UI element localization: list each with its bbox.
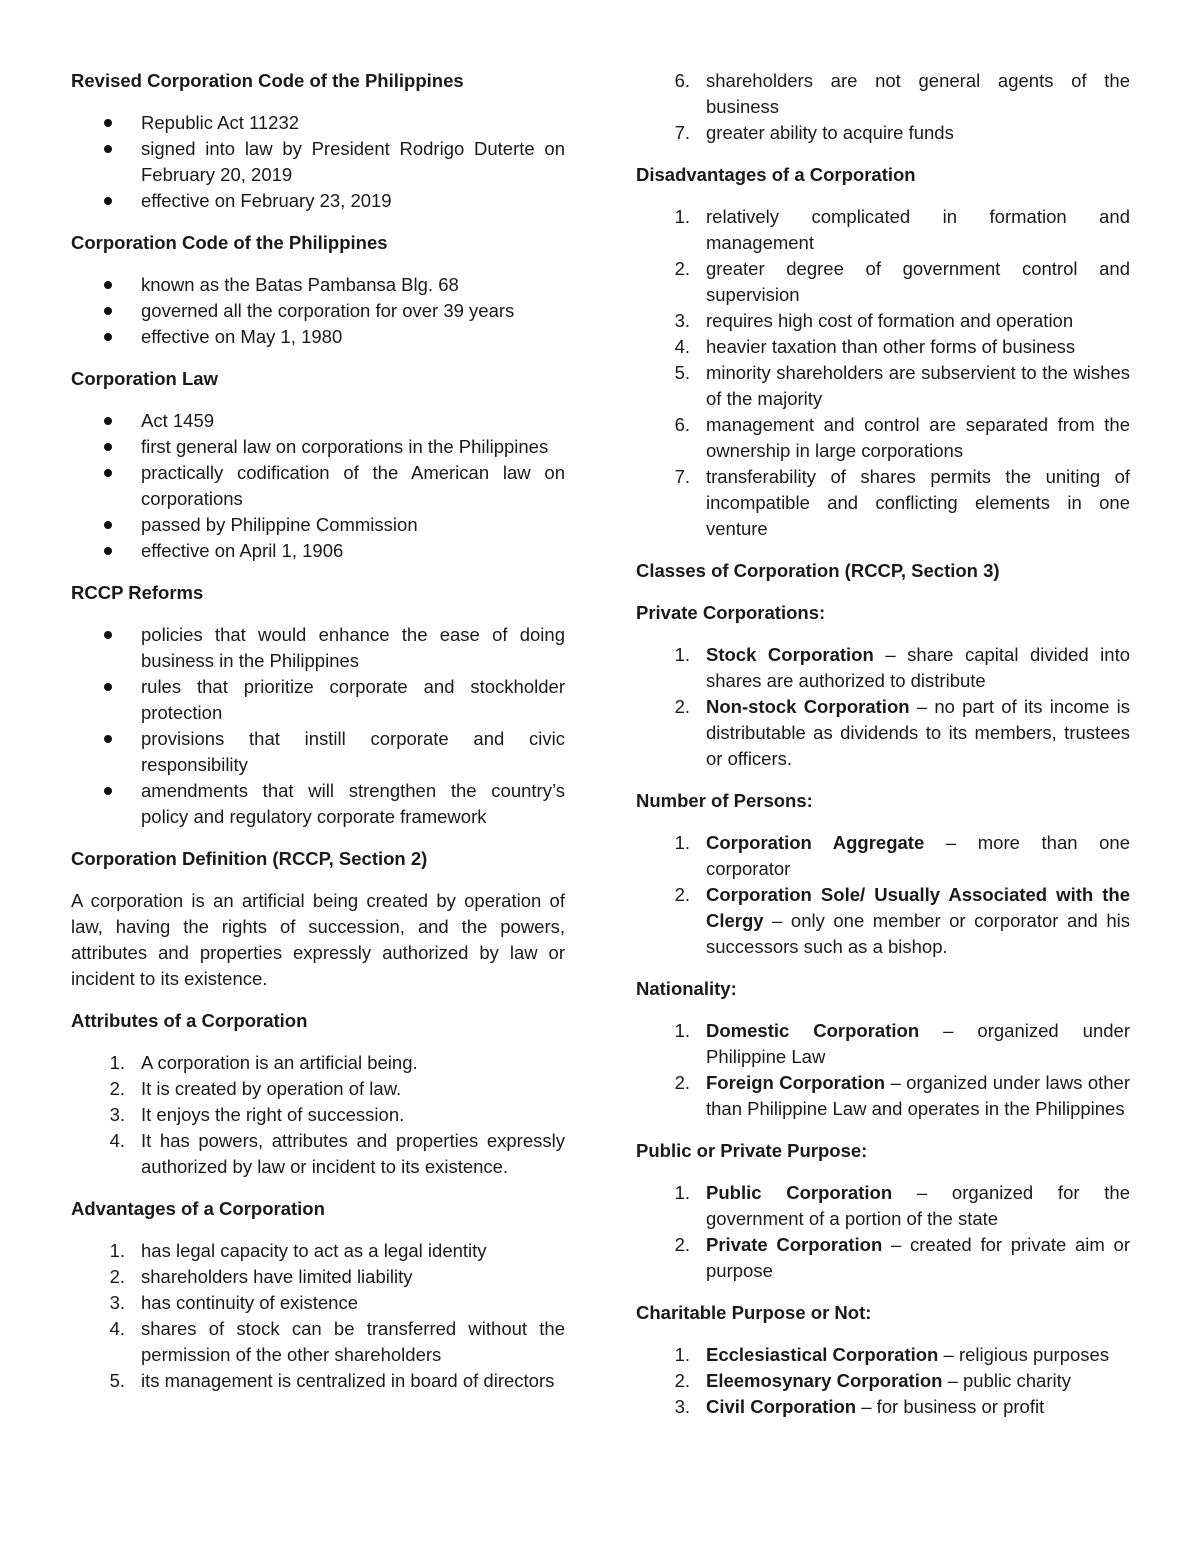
- list-item: effective on May 1, 1980: [71, 324, 565, 350]
- list-item: signed into law by President Rodrigo Duterte on February 20, 2019: [71, 136, 565, 188]
- list-item: [636, 1180, 1130, 1232]
- section-heading: Attributes of a Corporation: [71, 1010, 308, 1031]
- item-text: management and control are separated from the ownership in large corporations: [706, 414, 1130, 461]
- list-item: rules that prioritize corporate and stockholder protection: [71, 674, 565, 726]
- list-item: [636, 1342, 1130, 1368]
- section-heading: Public or Private Purpose:: [636, 1140, 868, 1161]
- list-item: [636, 256, 1130, 308]
- item-number: 2 .: [105, 1076, 125, 1102]
- numbered-list: [636, 1018, 1130, 1122]
- item-number: 1 .: [670, 642, 690, 668]
- item-number: 4 .: [105, 1128, 125, 1154]
- list-item: [71, 1050, 565, 1076]
- item-number: 4 .: [105, 1316, 125, 1342]
- bullet-list: [71, 272, 565, 350]
- item-text: It enjoys the right of succession.: [141, 1104, 405, 1125]
- item-text: – more than one corporator: [706, 832, 1130, 879]
- list-item: governed all the corporation for over 39 years: [71, 298, 565, 324]
- item-number: 1 .: [105, 1238, 125, 1264]
- list-item: [71, 1076, 565, 1102]
- list-item: [636, 1368, 1130, 1394]
- list-item: practically codification of the American law on corporations: [71, 460, 565, 512]
- item-text: shareholders are not general agents of the business: [706, 70, 1130, 117]
- list-item: [636, 204, 1130, 256]
- item-number: 2 .: [670, 1070, 690, 1096]
- item-number: 2 .: [670, 1232, 690, 1258]
- bullet-list: [71, 110, 565, 214]
- numbered-list: [71, 1050, 565, 1180]
- list-item: [636, 830, 1130, 882]
- term: Non-stock Corporation: [706, 696, 910, 717]
- item-number: 2 .: [670, 1368, 690, 1394]
- section-heading: Nationality:: [636, 978, 737, 999]
- section-heading: Charitable Purpose or Not:: [636, 1302, 872, 1323]
- item-number: 2 .: [670, 694, 690, 720]
- list-item: [71, 1128, 565, 1180]
- numbered-list: [636, 204, 1130, 542]
- item-text: It is created by operation of law.: [141, 1078, 402, 1099]
- list-item: amendments that will strengthen the country’s policy and regulatory corporate framework: [71, 778, 565, 830]
- numbered-list: [636, 68, 1130, 146]
- item-text: requires high cost of formation and operation: [706, 310, 1074, 331]
- item-text: – only one member or corporator and his successors such as a bishop.: [706, 910, 1130, 957]
- list-item: effective on February 23, 2019: [71, 188, 565, 214]
- list-item: [636, 412, 1130, 464]
- item-text: greater ability to acquire funds: [706, 122, 954, 143]
- list-item: [636, 334, 1130, 360]
- list-item: [636, 360, 1130, 412]
- list-item: passed by Philippine Commission: [71, 512, 565, 538]
- list-item: [636, 1232, 1130, 1284]
- item-number: 1 .: [670, 1342, 690, 1368]
- section-heading: Corporation Law: [71, 368, 218, 389]
- item-text: – created for private aim or purpose: [706, 1234, 1130, 1281]
- list-item: [71, 1368, 565, 1394]
- list-item: Act 1459: [71, 408, 565, 434]
- numbered-list: [636, 1342, 1130, 1420]
- term: Public Corporation: [706, 1182, 893, 1203]
- section-heading: Classes of Corporation (RCCP, Section 3): [636, 560, 1000, 581]
- section-heading: Number of Persons:: [636, 790, 813, 811]
- list-item: [636, 642, 1130, 694]
- numbered-list: [636, 830, 1130, 960]
- section-heading: Corporation Code of the Philippines: [71, 232, 388, 253]
- item-number: 7 .: [670, 120, 690, 146]
- list-item: [636, 882, 1130, 960]
- numbered-list: [71, 1238, 565, 1394]
- item-text: – religious purposes: [938, 1344, 1110, 1365]
- list-item: [71, 1238, 565, 1264]
- item-text: minority shareholders are subservient to the wishes of the majority: [706, 362, 1130, 409]
- item-number: 1 .: [670, 204, 690, 230]
- term: Corporation Sole/ Usually Associated with the Clergy: [706, 884, 1130, 931]
- term: Ecclesiastical Corporation: [706, 1344, 939, 1365]
- item-number: 5 .: [105, 1368, 125, 1394]
- item-text: – share capital divided into shares are authorized to distribute: [706, 644, 1130, 691]
- item-text: – organized under laws other than Philippine Law and operates in the Philippines: [706, 1072, 1130, 1119]
- bullet-list: [71, 622, 565, 830]
- item-number: 2 .: [105, 1264, 125, 1290]
- definition-paragraph: A corporation is an artificial being created by operation of law, having the rights of succession, and the powers, attributes and properties expressly authorized by law or incident to its existence.: [71, 890, 565, 989]
- numbered-list: [636, 642, 1130, 772]
- list-item: [636, 694, 1130, 772]
- list-item: [71, 1264, 565, 1290]
- term: Private Corporation: [706, 1234, 883, 1255]
- list-item: [636, 1070, 1130, 1122]
- item-number: 6 .: [670, 68, 690, 94]
- section-heading: Revised Corporation Code of the Philippines: [71, 70, 464, 91]
- numbered-list: [636, 1180, 1130, 1284]
- term: Domestic Corporation: [706, 1020, 920, 1041]
- list-item: known as the Batas Pambansa Blg. 68: [71, 272, 565, 298]
- list-item: Republic Act 11232: [71, 110, 565, 136]
- item-text: has legal capacity to act as a legal identity: [141, 1240, 487, 1261]
- list-item: [636, 464, 1130, 542]
- item-text: A corporation is an artificial being.: [141, 1052, 418, 1073]
- item-text: – no part of its income is distributable as dividends to its members, trustees or officers.: [706, 696, 1130, 769]
- item-number: 1 .: [105, 1050, 125, 1076]
- list-item: [636, 1018, 1130, 1070]
- list-item: [636, 308, 1130, 334]
- item-number: 3 .: [670, 1394, 690, 1420]
- right-column: [636, 68, 1130, 1436]
- term: Eleemosynary Corporation: [706, 1370, 943, 1391]
- item-text: shares of stock can be transferred without the permission of the other shareholders: [141, 1318, 565, 1365]
- item-text: greater degree of government control and supervision: [706, 258, 1130, 305]
- section-heading: Advantages of a Corporation: [71, 1198, 325, 1219]
- list-item: first general law on corporations in the Philippines: [71, 434, 565, 460]
- list-item: [636, 68, 1130, 120]
- term: Corporation Aggregate: [706, 832, 925, 853]
- list-item: effective on April 1, 1906: [71, 538, 565, 564]
- list-item: [71, 1102, 565, 1128]
- section-heading: Disadvantages of a Corporation: [636, 164, 916, 185]
- item-text: – for business or profit: [856, 1396, 1045, 1417]
- bullet-list: [71, 408, 565, 564]
- item-number: 4 .: [670, 334, 690, 360]
- item-number: 3 .: [105, 1102, 125, 1128]
- list-item: policies that would enhance the ease of doing business in the Philippines: [71, 622, 565, 674]
- list-item: [636, 120, 1130, 146]
- item-number: 6 .: [670, 412, 690, 438]
- section-heading: RCCP Reforms: [71, 582, 204, 603]
- item-text: shareholders have limited liability: [141, 1266, 413, 1287]
- item-text: its management is centralized in board of directors: [141, 1370, 555, 1391]
- item-number: 2 .: [670, 256, 690, 282]
- list-item: [71, 1316, 565, 1368]
- item-number: 3 .: [670, 308, 690, 334]
- item-text: – organized for the government of a portion of the state: [706, 1182, 1130, 1229]
- list-item: [71, 1290, 565, 1316]
- left-column: [71, 68, 565, 1410]
- item-text: has continuity of existence: [141, 1292, 358, 1313]
- item-number: 1 .: [670, 1180, 690, 1206]
- item-number: 5 .: [670, 360, 690, 386]
- term: Civil Corporation: [706, 1396, 857, 1417]
- term: Stock Corporation: [706, 644, 874, 665]
- item-number: 3 .: [105, 1290, 125, 1316]
- item-text: – organized under Philippine Law: [706, 1020, 1130, 1067]
- item-text: – public charity: [942, 1370, 1071, 1391]
- item-number: 2 .: [670, 882, 690, 908]
- list-item: provisions that instill corporate and civic responsibility: [71, 726, 565, 778]
- item-number: 1 .: [670, 830, 690, 856]
- term: Foreign Corporation: [706, 1072, 886, 1093]
- item-number: 7 .: [670, 464, 690, 490]
- section-heading: Private Corporations:: [636, 602, 826, 623]
- item-text: It has powers, attributes and properties expressly authorized by law or incident to its existence.: [141, 1130, 565, 1177]
- item-number: 1 .: [670, 1018, 690, 1044]
- item-text: relatively complicated in formation and management: [706, 206, 1130, 253]
- item-text: transferability of shares permits the uniting of incompatible and conflicting elements in one venture: [706, 466, 1130, 539]
- section-heading: Corporation Definition (RCCP, Section 2): [71, 848, 428, 869]
- list-item: [636, 1394, 1130, 1420]
- item-text: heavier taxation than other forms of business: [706, 336, 1076, 357]
